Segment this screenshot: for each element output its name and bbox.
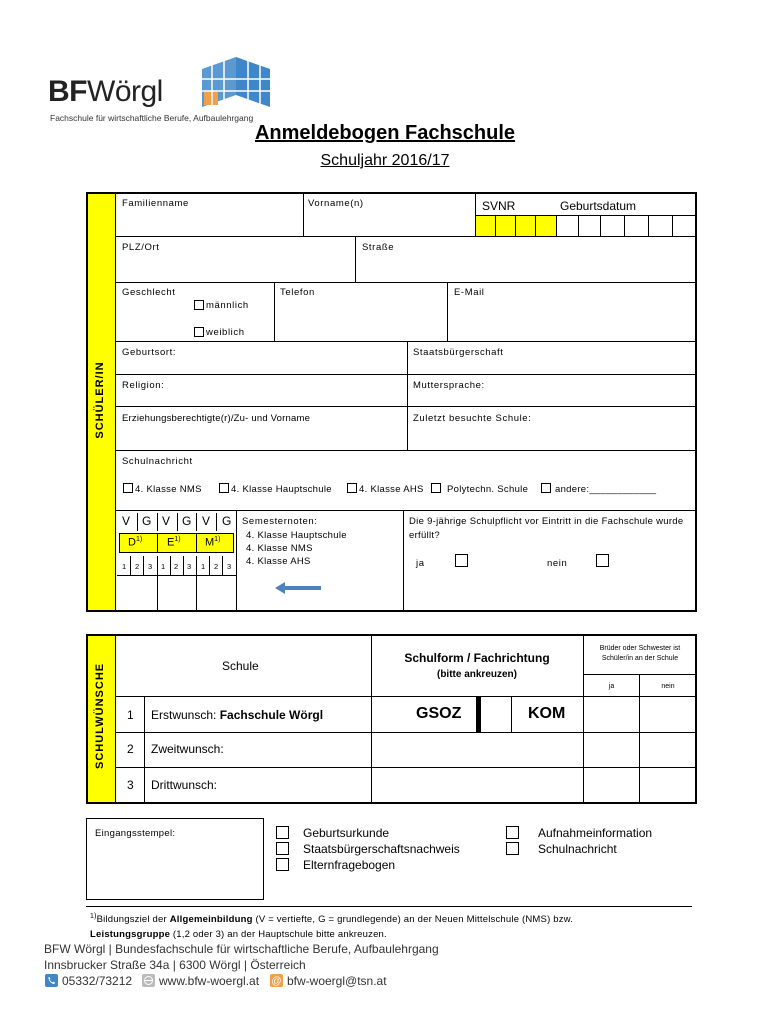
opt-andere-label: andere:____________ <box>555 484 657 495</box>
grade-header: G <box>222 514 232 528</box>
phone-icon <box>45 974 58 987</box>
arrow-left-icon <box>275 581 323 595</box>
logo-woergl: Wörgl <box>87 75 163 108</box>
telefon-field[interactable] <box>275 300 446 338</box>
grade-header: V <box>162 514 171 528</box>
level-cell[interactable]: 2 <box>135 562 140 571</box>
col-schulform-sub: (bitte ankreuzen) <box>436 669 517 680</box>
opt-poly-checkbox[interactable] <box>431 483 441 493</box>
email-field[interactable] <box>448 300 696 338</box>
subject-d: $D^{1)}$ <box>128 536 143 549</box>
level-cell[interactable]: 3 <box>148 562 153 571</box>
schulpflicht-ja-label: ja <box>416 558 425 569</box>
doc-checkbox[interactable] <box>276 858 289 871</box>
muttersprache-field[interactable] <box>408 391 696 405</box>
levels-row <box>117 556 236 576</box>
geschlecht-label: Geschlecht <box>122 287 176 298</box>
vorname-label: Vorname(n) <box>308 198 364 209</box>
strasse-field[interactable] <box>356 256 696 280</box>
doc-label: Elternfragebogen <box>303 858 396 872</box>
sem-item: 4. Klasse AHS <box>246 556 311 567</box>
wish-row-num: 3 <box>127 778 134 792</box>
erziehungsberechtigte-field[interactable] <box>116 426 406 449</box>
subject-e: $E^{1)}$ <box>167 536 181 549</box>
wish-row-label: Erstwunsch: Fachschule Wörgl <box>151 708 324 722</box>
schulpflicht-nein-checkbox[interactable] <box>596 554 609 567</box>
wish-row-num: 2 <box>127 742 134 756</box>
stamp-label: Eingangsstempel: <box>95 828 176 839</box>
kom-option[interactable]: KOM <box>528 705 566 722</box>
logo <box>48 55 278 127</box>
maennlich-checkbox[interactable] <box>194 300 204 310</box>
erziehungsberechtigte-label: Erziehungsberechtigte(r)/Zu- und Vorname <box>122 413 311 424</box>
opt-ahs-label: 4. Klasse AHS <box>359 484 424 495</box>
subject-m: $M^{1)}$ <box>205 536 221 549</box>
doc-checkbox[interactable] <box>276 842 289 855</box>
schulpflicht-ja-checkbox[interactable] <box>455 554 468 567</box>
wish-row-label: Drittwunsch: <box>151 778 218 792</box>
geburtsdatum-label: Geburtsdatum <box>560 199 637 213</box>
col-schulform-header: Schulform / Fachrichtung <box>404 651 550 665</box>
familienname-label: Familienname <box>122 198 189 209</box>
brueder-nein-cell[interactable] <box>640 697 696 732</box>
plz-ort-field[interactable] <box>116 256 354 280</box>
brueder-ja-cell[interactable] <box>584 697 639 732</box>
zuletzt-field[interactable] <box>408 426 696 449</box>
grade-header: V <box>122 514 131 528</box>
geburtsort-field[interactable] <box>116 358 406 373</box>
col-brueder-header: Brüder oder Schwester ist Schüler/in an der Schule <box>599 645 681 662</box>
opt-nms-checkbox[interactable] <box>123 483 133 493</box>
opt-hs-label: 4. Klasse Hauptschule <box>231 484 332 495</box>
col-brueder-nein: nein <box>661 683 675 690</box>
opt-poly-label: Polytechn. Schule <box>447 484 529 495</box>
doc-checkbox[interactable] <box>506 826 519 839</box>
familienname-field[interactable] <box>116 212 302 234</box>
col-schule-header: Schule <box>222 659 259 673</box>
opt-andere-checkbox[interactable] <box>541 483 551 493</box>
page-title: Anmeldebogen Fachschule <box>254 122 516 144</box>
plz-ort-label: PLZ/Ort <box>122 242 160 253</box>
at-icon <box>270 974 283 987</box>
logo-tagline: Fachschule für wirtschaftliche Berufe, Aufbaulehrgang <box>50 113 254 123</box>
religion-label: Religion: <box>122 380 165 391</box>
staatsbuergerschaft-field[interactable] <box>408 358 696 373</box>
wish-row-label: Zweitwunsch: <box>151 742 224 756</box>
doc-label: Schulnachricht <box>538 842 617 856</box>
weiblich-checkbox[interactable] <box>194 327 204 337</box>
strasse-label: Straße <box>362 242 395 253</box>
footer-line1: BFW Wörgl | Bundesfachschule für wirtschaftliche Berufe, Aufbaulehrgang <box>44 942 439 956</box>
email-label: E-Mail <box>454 287 485 298</box>
opt-hs-checkbox[interactable] <box>219 483 229 493</box>
sem-item: 4. Klasse NMS <box>246 543 313 554</box>
footer-line2: Innsbrucker Straße 34a | 6300 Wörgl | Österreich <box>44 958 306 972</box>
wish-row-num: 1 <box>127 708 134 722</box>
semesternoten-label: Semesternoten: <box>242 516 318 527</box>
grade-header: G <box>142 514 152 528</box>
level-cell[interactable]: 1 <box>122 562 127 571</box>
telefon-label: Telefon <box>280 287 315 298</box>
col-brueder-ja: ja <box>608 683 615 690</box>
svg-text:@: @ <box>271 976 282 987</box>
schulpflicht-question: Die 9-jährige Schulpflicht vor Eintritt in die Fachschule wurde erfüllt? <box>409 516 684 541</box>
footer-email[interactable]: bfw-woergl@tsn.at <box>287 974 387 988</box>
opt-ahs-checkbox[interactable] <box>347 483 357 493</box>
gsoz-option[interactable]: GSOZ <box>416 705 462 722</box>
footnote: $^{1)}$Bildungsziel der Allgemeinbildung (V = vertiefte, G = grundlegende) an der Neuen Mittelschule (NMS) bzw. Leistungsgruppe (1,2 oder 3) an der Hauptschule bitte ankreuzen. <box>90 913 574 941</box>
doc-label: Geburtsurkunde <box>303 826 390 840</box>
logo-wordmark <box>48 75 163 109</box>
globe-icon <box>142 974 155 987</box>
geburtsdatum-input[interactable] <box>557 216 696 236</box>
schulpflicht-nein-label: nein <box>547 558 568 569</box>
level-cell[interactable]: 3 <box>227 562 232 571</box>
grade-header: G <box>182 514 192 528</box>
page-subtitle: Schuljahr 2016/17 <box>320 152 450 169</box>
weiblich-label: weiblich <box>206 327 245 338</box>
gsoz-kom-divider <box>476 697 481 732</box>
footnote-rule <box>86 906 692 907</box>
schulnachricht-label: Schulnachricht <box>122 456 193 467</box>
level-cell[interactable]: 1 <box>161 562 166 571</box>
level-cell[interactable]: 2 <box>174 562 179 571</box>
doc-checkbox[interactable] <box>506 842 519 855</box>
footer-web[interactable]: www.bfw-woergl.at <box>159 974 260 988</box>
level-cell[interactable]: 2 <box>214 562 219 571</box>
footer-phone: 05332/73212 <box>62 974 133 988</box>
zuletzt-label: Zuletzt besuchte Schule: <box>413 413 532 424</box>
opt-nms-label: 4. Klasse NMS <box>135 484 202 495</box>
logo-bf: BF <box>48 75 87 108</box>
level-cell[interactable]: 1 <box>201 562 206 571</box>
geburtsort-label: Geburtsort: <box>122 347 177 358</box>
svnr-input[interactable] <box>476 216 556 236</box>
wishes-side-label: SCHULWÜNSCHE <box>94 662 106 769</box>
staatsbuergerschaft-label: Staatsbürgerschaft <box>413 347 504 358</box>
svnr-label: SVNR <box>482 199 516 213</box>
logo-building-icon <box>200 55 272 111</box>
doc-label: Staatsbürgerschaftsnachweis <box>303 842 460 856</box>
muttersprache-label: Muttersprache: <box>413 380 485 391</box>
religion-field[interactable] <box>116 391 406 405</box>
sem-item: 4. Klasse Hauptschule <box>246 530 347 541</box>
maennlich-label: männlich <box>206 300 249 311</box>
level-cell[interactable]: 3 <box>187 562 192 571</box>
student-side-label: SCHÜLER/IN <box>94 361 106 439</box>
doc-label: Aufnahmeinformation <box>538 826 653 840</box>
grade-header: V <box>202 514 211 528</box>
doc-checkbox[interactable] <box>276 826 289 839</box>
vorname-field[interactable] <box>304 212 474 234</box>
